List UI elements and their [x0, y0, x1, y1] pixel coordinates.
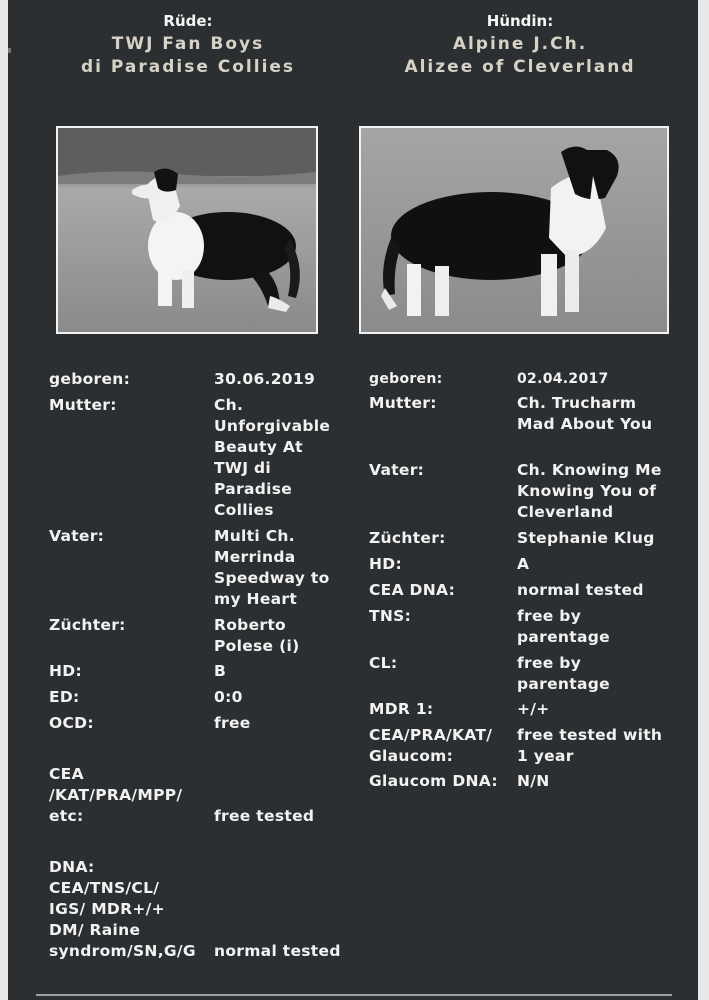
female-tns-value — [517, 606, 610, 648]
female-father-value — [517, 460, 662, 523]
female-father-line: Ch. Knowing Me — [517, 461, 662, 479]
male-cea-value: free tested — [214, 807, 315, 825]
male-role-label: Rüde: — [163, 12, 213, 30]
male-hd-value: B — [214, 662, 227, 680]
male-father-label: Vater: — [49, 527, 105, 545]
female-cl-label: CL: — [369, 654, 398, 672]
male-mother-line: Collies — [214, 501, 274, 519]
female-mdr-value: +/+ — [517, 700, 550, 718]
male-mother-line: Beauty At — [214, 438, 303, 456]
male-ed-label: ED: — [49, 688, 80, 706]
female-mother-line: Ch. Trucharm — [517, 394, 637, 412]
male-dna-label — [49, 857, 196, 962]
male-hd-label: HD: — [49, 662, 82, 680]
male-dna-label-line: DM/ Raine — [49, 921, 141, 939]
male-mother-label: Mutter: — [49, 396, 117, 414]
female-ceapra-label-line: Glaucom: — [369, 747, 454, 765]
female-father-line: Cleverland — [517, 503, 614, 521]
male-details — [49, 0, 359, 1000]
male-mother-line: Ch. — [214, 396, 244, 414]
male-born-value: 30.06.2019 — [214, 370, 316, 388]
female-born-label: geboren: — [369, 371, 443, 387]
bottom-divider — [36, 994, 672, 996]
female-mother-value — [517, 393, 652, 435]
male-mother-line: TWJ di — [214, 459, 272, 477]
female-hd-value: A — [517, 555, 530, 573]
female-glaucom-dna-label: Glaucom DNA: — [369, 772, 498, 790]
female-tns-line: parentage — [517, 628, 610, 646]
male-dna-value: normal tested — [214, 942, 341, 960]
content-panel — [8, 0, 698, 1000]
male-mother-value — [214, 395, 330, 521]
female-mother-line: Mad About You — [517, 415, 653, 433]
female-cea-dna-value: normal tested — [517, 581, 644, 599]
female-father-line: Knowing You of — [517, 482, 657, 500]
male-father-line: Multi Ch. — [214, 527, 295, 545]
female-details — [369, 0, 699, 1000]
female-name-line1: Alpine J.Ch. — [452, 34, 588, 54]
female-tns-line: free by — [517, 607, 582, 625]
male-ocd-label: OCD: — [49, 714, 94, 732]
female-ceapra-value — [517, 725, 662, 767]
female-mdr-label: MDR 1: — [369, 700, 434, 718]
female-cl-line: free by — [517, 654, 582, 672]
female-name-line2: Alizee of Cleverland — [404, 57, 636, 77]
female-role-label: Hündin: — [486, 12, 554, 30]
male-dna-label-line: IGS/ MDR+/+ — [49, 900, 165, 918]
female-cea-dna-label: CEA DNA: — [369, 581, 456, 599]
male-born-label: geboren: — [49, 370, 131, 388]
male-breeder-line: Polese (i) — [214, 637, 300, 655]
male-dna-label-line: DNA: — [49, 858, 95, 876]
male-cea-label-line: etc: — [49, 807, 84, 825]
female-tns-label: TNS: — [369, 607, 412, 625]
female-mother-label: Mutter: — [369, 394, 437, 412]
male-dna-label-line: CEA/TNS/CL/ — [49, 879, 160, 897]
male-breeder-value — [214, 615, 299, 657]
female-cl-value — [517, 653, 610, 695]
male-mother-line: Unforgivable — [214, 417, 331, 435]
female-hd-label: HD: — [369, 555, 402, 573]
female-ceapra-line: free tested with — [517, 726, 663, 744]
male-name-line1: TWJ Fan Boys — [111, 34, 265, 54]
male-breeder-label: Züchter: — [49, 616, 126, 634]
page-edge-marker — [8, 48, 11, 53]
female-born-value: 02.04.2017 — [517, 371, 609, 387]
male-cea-label-line: CEA — [49, 765, 84, 783]
male-father-value — [214, 526, 330, 610]
male-ed-value: 0:0 — [214, 688, 243, 706]
female-ceapra-label-line: CEA/PRA/KAT/ — [369, 726, 493, 744]
male-ocd-value: free — [214, 714, 251, 732]
male-father-line: Speedway to — [214, 569, 330, 587]
male-breeder-line: Roberto — [214, 616, 286, 634]
male-dna-label-line: syndrom/SN,G/G — [49, 942, 196, 960]
male-mother-line: Paradise — [214, 480, 293, 498]
male-name-line2: di Paradise Collies — [80, 57, 296, 77]
male-father-line: my Heart — [214, 590, 298, 608]
female-breeder-value: Stephanie Klug — [517, 529, 655, 547]
female-ceapra-line: 1 year — [517, 747, 574, 765]
female-glaucom-dna-value: N/N — [517, 772, 550, 790]
female-breeder-label: Züchter: — [369, 529, 446, 547]
female-father-label: Vater: — [369, 461, 425, 479]
male-father-line: Merrinda — [214, 548, 296, 566]
male-cea-label — [49, 764, 182, 827]
male-cea-label-line: /KAT/PRA/MPP/ — [49, 786, 183, 804]
female-cl-line: parentage — [517, 675, 610, 693]
female-ceapra-label — [369, 725, 492, 767]
